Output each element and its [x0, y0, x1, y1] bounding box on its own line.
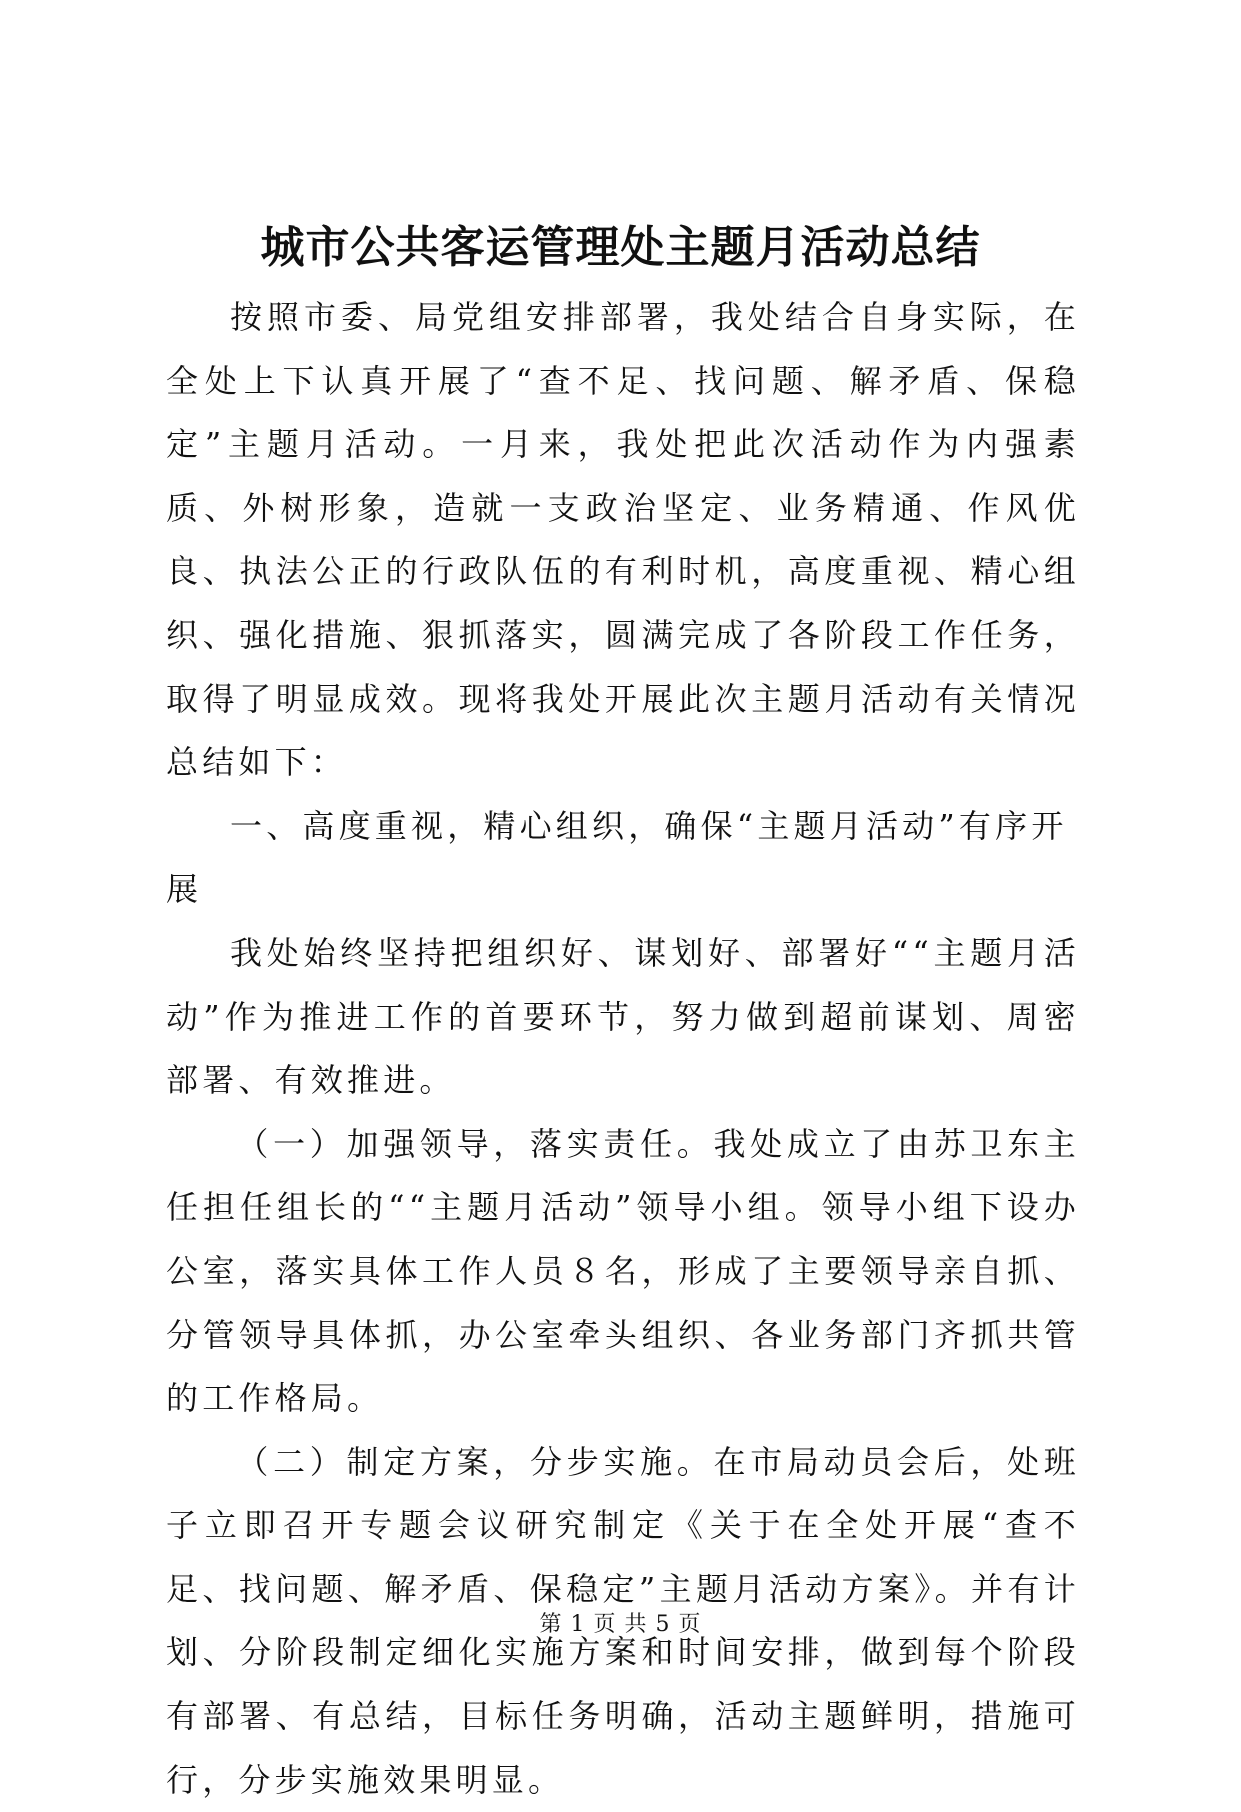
intro-paragraph: 按照市委、局党组安排部署，我处结合自身实际，在全处上下认真开展了“查不足、找问题、解矛盾、保稳定”主题月活动。一月来，我处把此次活动作为内强素质、外树形象，造就一支政治坚定、业务精通、作风优良、执法公正的行政队伍的有利时机，高度重视、精心组织、强化措施、狠抓落实，圆满完成了各阶段工作任务，取得了明显成效。现将我处开展此次主题月活动有关情况总结如下：	[166, 298, 1080, 782]
page-number: 第 1 页 共 5 页	[539, 1612, 702, 1637]
document-title: 城市公共客运管理处主题月活动总结	[260, 222, 981, 273]
section-1-paragraph: 我处始终坚持把组织好、谋划好、部署好““主题月活动”作为推进工作的首要环节，努力做到超前谋划、周密部署、有效推进。	[166, 933, 1080, 1100]
section-heading-1: 一、高度重视，精心组织，确保“主题月活动”有序开展	[166, 806, 1068, 909]
document-body	[166, 286, 1080, 1812]
subsection-2-paragraph: （二）制定方案，分步实施。在市局动员会后，处班子立即召开专题会议研究制定《关于在全处开展“查不足、找问题、解矛盾、保稳定”主题月活动方案》。并有计划、分阶段制定细化实施方案和时间安排，做到每个阶段有部署、有总结，目标任务明确，活动主题鲜明，措施可行，分步实施效果明显。	[166, 1442, 1080, 1799]
subsection-1-paragraph: （一）加强领导，落实责任。我处成立了由苏卫东主任担任组长的““主题月活动”领导小组。领导小组下设办公室，落实具体工作人员８名，形成了主要领导亲自抓、分管领导具体抓，办公室牵头组织、各业务部门齐抓共管的工作格局。	[166, 1124, 1080, 1418]
